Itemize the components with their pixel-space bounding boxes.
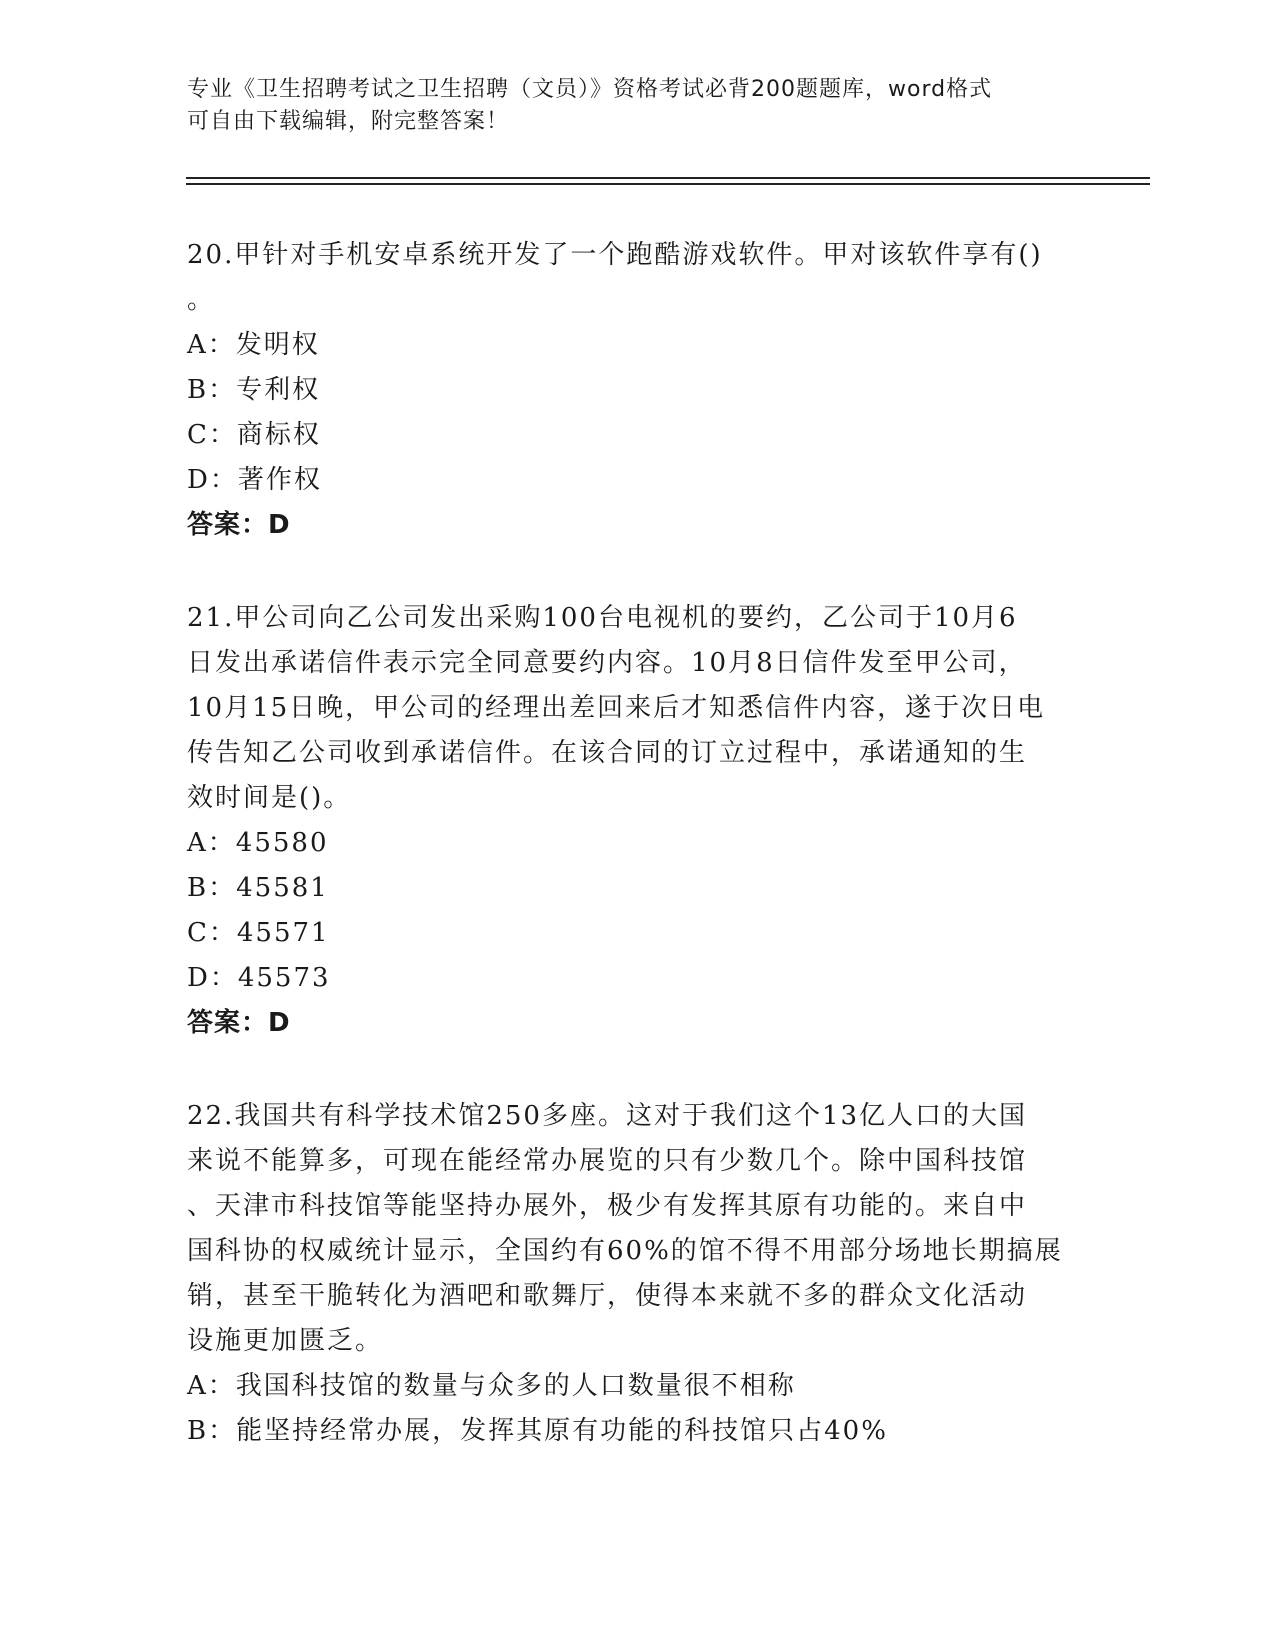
header-line: 可自由下载编辑，附完整答案！ bbox=[187, 109, 510, 134]
option-a: A：我国科技馆的数量与众多的人口数量很不相称 bbox=[187, 1371, 796, 1401]
option-d: D：45573 bbox=[187, 963, 331, 993]
question-text bbox=[187, 1094, 1087, 1364]
question-line: 22.我国共有科学技术馆250多座。这对于我们这个13亿人口的大国 bbox=[187, 1101, 1028, 1131]
header-divider bbox=[186, 183, 1150, 185]
question-line: 设施更加匮乏。 bbox=[187, 1326, 384, 1356]
question-line: 传告知乙公司收到承诺信件。在该合同的订立过程中，承诺通知的生 bbox=[187, 738, 1028, 768]
answer-label: 答案：D bbox=[187, 510, 291, 540]
option-c: C：45571 bbox=[187, 918, 330, 948]
question-text bbox=[187, 233, 1087, 323]
header-divider bbox=[186, 177, 1150, 179]
question-line: 销，甚至干脆转化为酒吧和歌舞厅，使得本来就不多的群众文化活动 bbox=[187, 1281, 1028, 1311]
question-line: 国科协的权威统计显示，全国约有60%的馆不得不用部分场地长期搞展 bbox=[187, 1236, 1063, 1266]
answer-label: 答案：D bbox=[187, 1008, 291, 1038]
option-a: A：发明权 bbox=[187, 330, 320, 360]
question-line: 效时间是()。 bbox=[187, 783, 352, 813]
option-b: B：能坚持经常办展，发挥其原有功能的科技馆只占40% bbox=[187, 1416, 888, 1446]
option-b: B：专利权 bbox=[187, 375, 321, 405]
option-a: A：45580 bbox=[187, 828, 329, 858]
question-line: 。 bbox=[187, 285, 216, 315]
question-line: 日发出承诺信件表示完全同意要约内容。10月8日信件发至甲公司， bbox=[187, 648, 1027, 678]
header-line: 专业《卫生招聘考试之卫生招聘（文员）》资格考试必背200题题库，word格式 bbox=[187, 77, 993, 102]
question-text bbox=[187, 596, 1087, 821]
question-line: 10月15日晚，甲公司的经理出差回来后才知悉信件内容，遂于次日电 bbox=[187, 693, 1046, 723]
option-d: D：著作权 bbox=[187, 465, 322, 495]
question-20 bbox=[187, 233, 1087, 548]
question-22 bbox=[187, 1094, 1087, 1454]
question-21 bbox=[187, 596, 1087, 1046]
document-header bbox=[187, 74, 1067, 138]
question-line: 20.甲针对手机安卓系统开发了一个跑酷游戏软件。甲对该软件享有() bbox=[187, 240, 1043, 270]
option-b: B：45581 bbox=[187, 873, 329, 903]
question-line: 来说不能算多，可现在能经常办展览的只有少数几个。除中国科技馆 bbox=[187, 1146, 1028, 1176]
option-c: C：商标权 bbox=[187, 420, 321, 450]
question-list bbox=[187, 233, 1087, 1502]
question-line: 、天津市科技馆等能坚持办展外，极少有发挥其原有功能的。来自中 bbox=[187, 1191, 1028, 1221]
question-line: 21.甲公司向乙公司发出采购100台电视机的要约，乙公司于10月6 bbox=[187, 603, 1018, 633]
